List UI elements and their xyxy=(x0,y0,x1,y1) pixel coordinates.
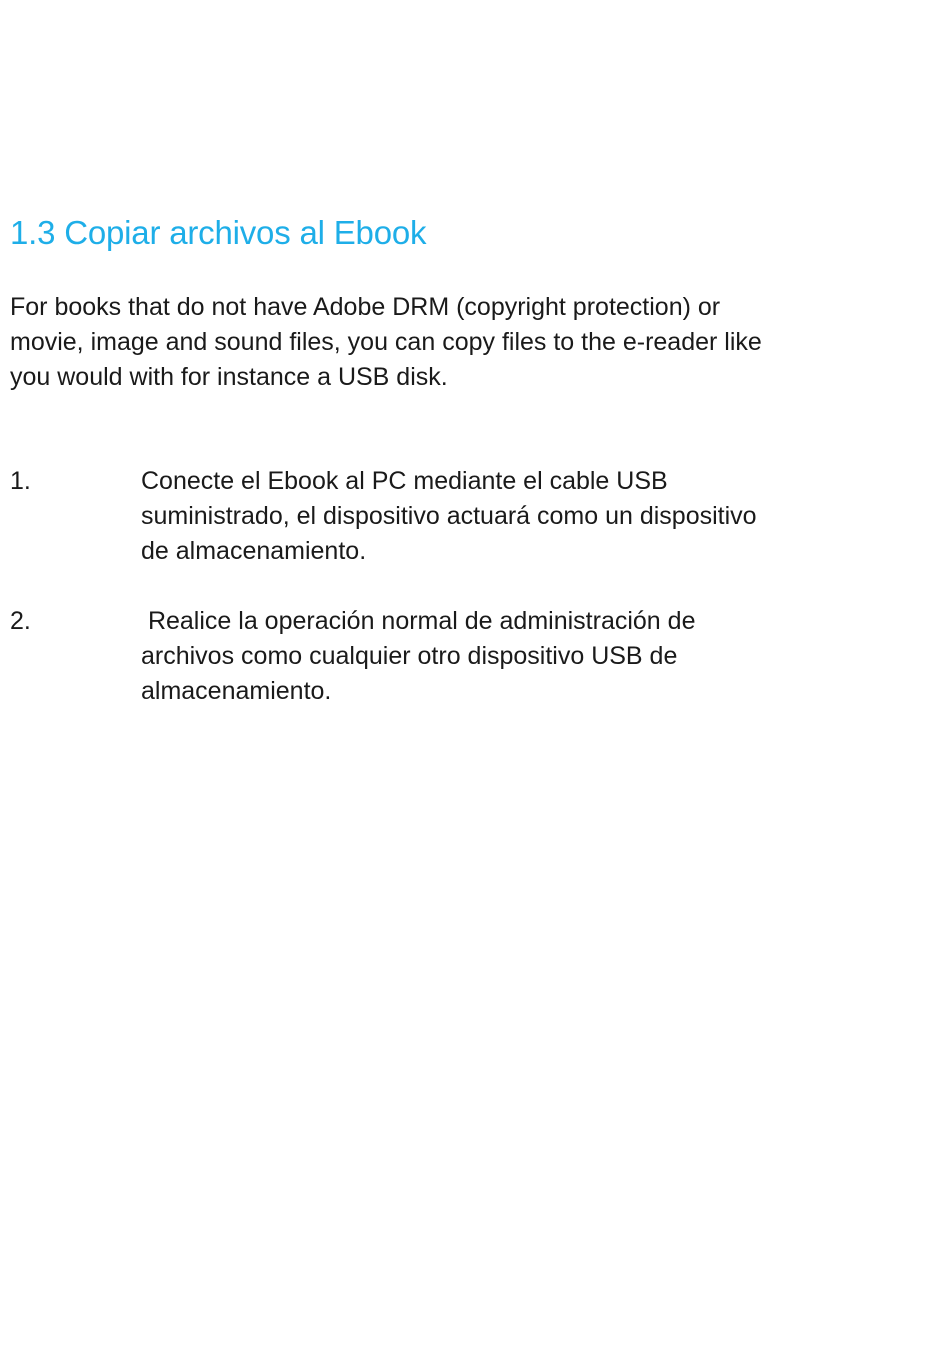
step-number: 1. xyxy=(10,467,31,495)
intro-line: you would with for instance a USB disk. xyxy=(10,363,448,391)
intro-line: movie, image and sound files, you can copy files to the e-reader like xyxy=(10,328,762,356)
step-line: Realice la operación normal de administración de xyxy=(141,607,696,635)
step-text xyxy=(141,464,881,569)
section-heading: 1.3 Copiar archivos al Ebook xyxy=(10,214,427,251)
step-line: archivos como cualquier otro dispositivo USB de xyxy=(141,642,678,670)
step-text xyxy=(141,604,881,709)
step-line: de almacenamiento. xyxy=(141,537,367,565)
step-line: almacenamiento. xyxy=(141,677,332,705)
intro-line: For books that do not have Adobe DRM (copyright protection) or xyxy=(10,293,721,321)
step-number: 2. xyxy=(10,607,31,635)
step-line: suministrado, el dispositivo actuará como un dispositivo xyxy=(141,502,757,530)
step-line: Conecte el Ebook al PC mediante el cable USB xyxy=(141,467,668,495)
intro-paragraph xyxy=(10,290,870,395)
